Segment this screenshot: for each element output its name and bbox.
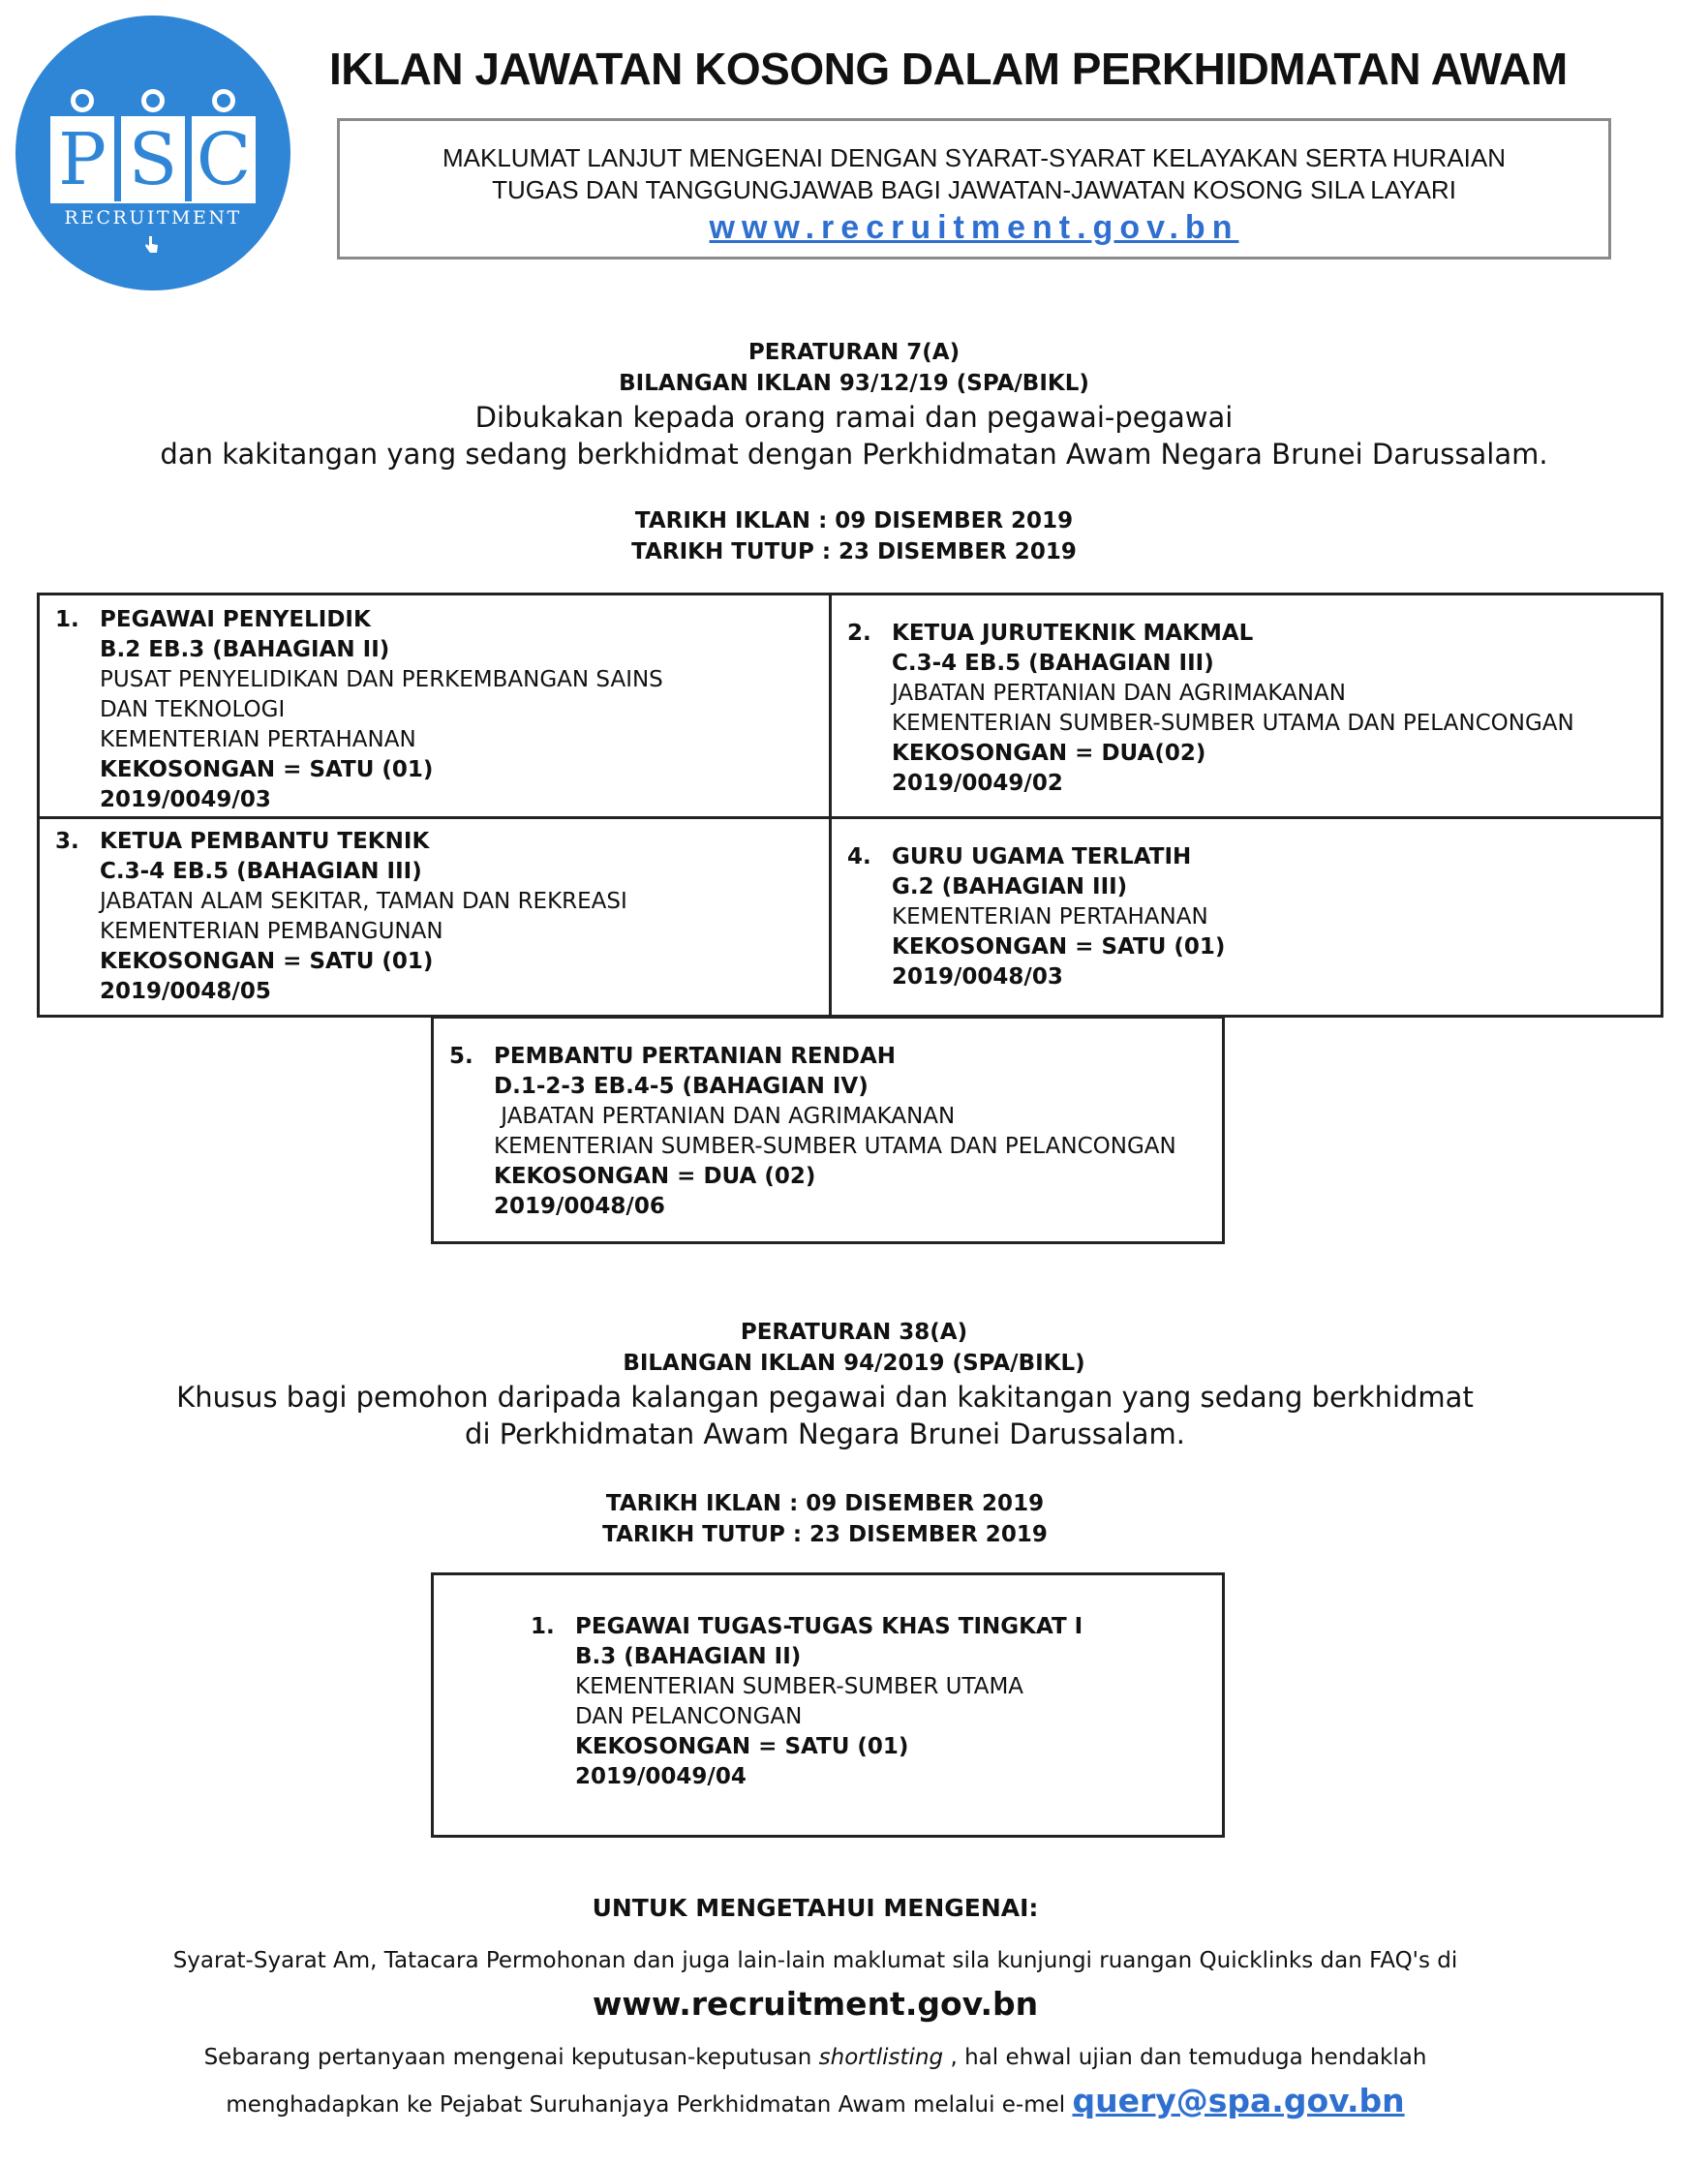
section2-bilangan: BILANGAN IKLAN 94/2019 (SPA/BIKL)	[623, 1351, 1085, 1376]
section1-tarikh-iklan: TARIKH IKLAN : 09 DISEMBER 2019	[634, 508, 1074, 533]
job-reference: 2019/0049/03	[100, 787, 271, 812]
job-box-3	[37, 816, 832, 1018]
job-number: 5.	[449, 1044, 473, 1069]
section1-bilangan: BILANGAN IKLAN 93/12/19 (SPA/BIKL)	[619, 371, 1089, 396]
job-box-2	[829, 593, 1663, 819]
job-reference: 2019/0048/06	[494, 1194, 665, 1219]
job-kekosongan: KEKOSONGAN = DUA (02)	[494, 1164, 816, 1189]
job-title: KETUA PEMBANTU TEKNIK	[100, 829, 430, 854]
footer-line-2-italic: shortlisting	[818, 2045, 944, 2070]
section2-desc-1: Khusus bagi pemohon daripada kalangan pegawai dan kakitangan yang sedang berkhidmat	[176, 1381, 1474, 1414]
footer-line-3-text: menghadapkan ke Pejabat Suruhanjaya Perkhidmatan Awam melalui e-mel	[226, 2092, 1073, 2118]
job-reference: 2019/0048/05	[100, 979, 271, 1004]
job-kekosongan: KEKOSONGAN = SATU (01)	[100, 757, 434, 782]
job-detail: PUSAT PENYELIDIKAN DAN PERKEMBANGAN SAINS	[100, 667, 663, 692]
job-title: KETUA JURUTEKNIK MAKMAL	[892, 621, 1254, 646]
job-detail: KEMENTERIAN PERTAHANAN	[100, 727, 416, 752]
job-grade: B.3 (BAHAGIAN II)	[575, 1644, 802, 1669]
recruitment-link[interactable]: www.recruitment.gov.bn	[709, 209, 1239, 246]
job-detail: KEMENTERIAN SUMBER-SUMBER UTAMA	[575, 1674, 1024, 1699]
job-box-5	[431, 1016, 1225, 1244]
job-kekosongan: KEKOSONGAN = SATU (01)	[100, 949, 434, 974]
logo-subtitle: RECRUITMENT	[64, 207, 242, 229]
logo-letters	[50, 116, 256, 205]
job-grade: C.3-4 EB.5 (BAHAGIAN III)	[100, 859, 422, 884]
section1-tarikh-tutup: TARIKH TUTUP : 23 DISEMBER 2019	[631, 539, 1077, 564]
job-detail: JABATAN PERTANIAN DAN AGRIMAKANAN	[892, 681, 1346, 706]
job-detail: DAN PELANCONGAN	[575, 1704, 803, 1729]
section2-tarikh-tutup: TARIKH TUTUP : 23 DISEMBER 2019	[602, 1522, 1048, 1547]
job-title: PEGAWAI TUGAS-TUGAS KHAS TINGKAT I	[575, 1614, 1083, 1639]
footer-heading	[0, 1893, 1669, 1924]
section1-heading	[0, 337, 1708, 472]
job-title: PEGAWAI PENYELIDIK	[100, 607, 371, 632]
job-reference: 2019/0048/03	[892, 964, 1063, 990]
job-detail: JABATAN ALAM SEKITAR, TAMAN DAN REKREASI	[100, 889, 627, 914]
logo-divider	[62, 201, 244, 203]
section1-dates	[0, 505, 1708, 567]
section1-desc-1: Dibukakan kepada orang ramai dan pegawai-pegawai	[474, 401, 1234, 434]
email-link[interactable]: query@spa.gov.bn	[1072, 2082, 1405, 2119]
logo-letter-p: P	[50, 116, 114, 203]
job-detail: KEMENTERIAN SUMBER-SUMBER UTAMA DAN PELANCONGAN	[494, 1134, 1176, 1159]
footer-url[interactable]: www.recruitment.gov.bn	[592, 1985, 1039, 2023]
job-title: PEMBANTU PERTANIAN RENDAH	[494, 1044, 897, 1069]
section2-desc-2: di Perkhidmatan Awam Negara Brunei Darussalam.	[465, 1417, 1185, 1450]
job-detail: DAN TEKNOLOGI	[100, 697, 286, 722]
job-box-4	[829, 816, 1663, 1018]
section1-peraturan: PERATURAN 7(A)	[747, 340, 961, 365]
job-detail: KEMENTERIAN SUMBER-SUMBER UTAMA DAN PELANCONGAN	[892, 711, 1574, 736]
footer-line-1: Syarat-Syarat Am, Tatacara Permohonan dan juga lain-lain maklumat sila kunjungi ruangan Quicklinks dan FAQ's di	[172, 1948, 1458, 1973]
section2-tarikh-iklan: TARIKH IKLAN : 09 DISEMBER 2019	[605, 1491, 1045, 1516]
job-number: 1.	[55, 607, 79, 632]
logo-letter-c: C	[192, 116, 256, 203]
section1-desc-2: dan kakitangan yang sedang berkhidmat dengan Perkhidmatan Awam Negara Brunei Darussalam.	[160, 438, 1548, 471]
section2-peraturan: PERATURAN 38(A)	[740, 1320, 968, 1345]
job-title: GURU UGAMA TERLATIH	[892, 844, 1192, 869]
info-box	[337, 118, 1611, 259]
job-kekosongan: KEKOSONGAN = SATU (01)	[575, 1734, 909, 1759]
job-detail: KEMENTERIAN PERTAHANAN	[892, 904, 1208, 930]
job-grade: G.2 (BAHAGIAN III)	[892, 874, 1128, 899]
job-number: 4.	[847, 844, 871, 869]
footer-line-2	[0, 2045, 1669, 2070]
logo-letter-s: S	[121, 116, 185, 203]
job-kekosongan: KEKOSONGAN = SATU (01)	[892, 934, 1226, 960]
job-reference: 2019/0049/02	[892, 771, 1063, 796]
footer-heading-text: UNTUK MENGETAHUI MENGENAI:	[592, 1894, 1039, 1922]
job-number: 1.	[531, 1614, 555, 1639]
job-reference: 2019/0049/04	[575, 1764, 747, 1789]
footer-line-2-pre: Sebarang pertanyaan mengenai keputusan-keputusan	[203, 2045, 819, 2070]
job-detail: JABATAN PERTANIAN DAN AGRIMAKANAN	[494, 1104, 956, 1129]
job-grade: D.1-2-3 EB.4-5 (BAHAGIAN IV)	[494, 1074, 869, 1099]
page-title: IKLAN JAWATAN KOSONG DALAM PERKHIDMATAN AWAM	[329, 44, 1568, 94]
job-number: 3.	[55, 829, 79, 854]
job-detail: KEMENTERIAN PEMBANGUNAN	[100, 919, 443, 944]
info-line-2: TUGAS DAN TANGGUNGJAWAB BAGI JAWATAN-JAWATAN KOSONG SILA LAYARI	[492, 175, 1456, 204]
pointer-hand-icon	[141, 234, 163, 256]
psc-logo	[15, 15, 290, 290]
section2-dates	[0, 1488, 1679, 1550]
job-box-special	[431, 1572, 1225, 1838]
job-grade: B.2 EB.3 (BAHAGIAN II)	[100, 637, 390, 662]
job-number: 2.	[847, 621, 871, 646]
job-kekosongan: KEKOSONGAN = DUA(02)	[892, 741, 1206, 766]
section2-heading	[0, 1317, 1708, 1452]
info-line-1: MAKLUMAT LANJUT MENGENAI DENGAN SYARAT-SYARAT KELAYAKAN SERTA HURAIAN	[442, 143, 1507, 172]
job-grade: C.3-4 EB.5 (BAHAGIAN III)	[892, 651, 1214, 676]
footer-line-3	[0, 2082, 1669, 2119]
footer-line-2-post: , hal ehwal ujian dan temuduga hendaklah	[943, 2045, 1427, 2070]
job-box-1	[37, 593, 832, 819]
